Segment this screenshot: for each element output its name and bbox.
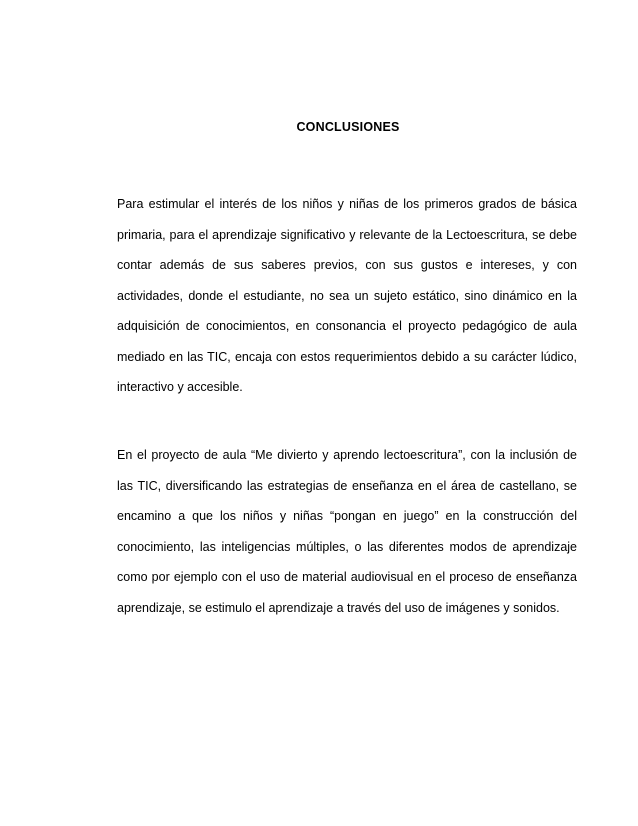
paragraph-line: actividades, donde el estudiante, no sea un sujeto estático, sino dinámico en la	[117, 288, 577, 303]
paragraph-line: contar además de sus saberes previos, con sus gustos e intereses, y con	[117, 258, 577, 272]
paragraph-line: mediado en las TIC, encaja con estos requerimientos debido a su carácter lúdico,	[117, 349, 577, 364]
paragraph-line: interactivo y accesible.	[117, 380, 243, 394]
paragraph-line: conocimiento, las inteligencias múltiples, o las diferentes modos de aprendizaje	[117, 539, 577, 554]
paragraph-line: las TIC, diversificando las estrategias de enseñanza en el área de castellano, se	[117, 478, 577, 493]
page-title: CONCLUSIONES	[296, 120, 400, 134]
paragraph-line: adquisición de conocimientos, en consonancia el proyecto pedagógico de aula	[117, 319, 577, 333]
paragraph-line: encamino a que los niños y niñas “pongan en juego” en la construcción del	[117, 509, 577, 523]
paragraph-2	[117, 447, 577, 630]
paragraph-line: primaria, para el aprendizaje significativo y relevante de la Lectoescritura, se debe	[117, 227, 577, 242]
paragraph-line: aprendizaje, se estimulo el aprendizaje a través del uso de imágenes y sonidos.	[117, 600, 560, 615]
paragraph-1	[117, 196, 577, 410]
paragraph-line: En el proyecto de aula “Me divierto y aprendo lectoescritura”, con la inclusión de	[117, 448, 577, 462]
paragraph-line: Para estimular el interés de los niños y niñas de los primeros grados de básica	[117, 197, 577, 211]
paragraph-line: como por ejemplo con el uso de material audiovisual en el proceso de enseñanza	[117, 570, 577, 584]
